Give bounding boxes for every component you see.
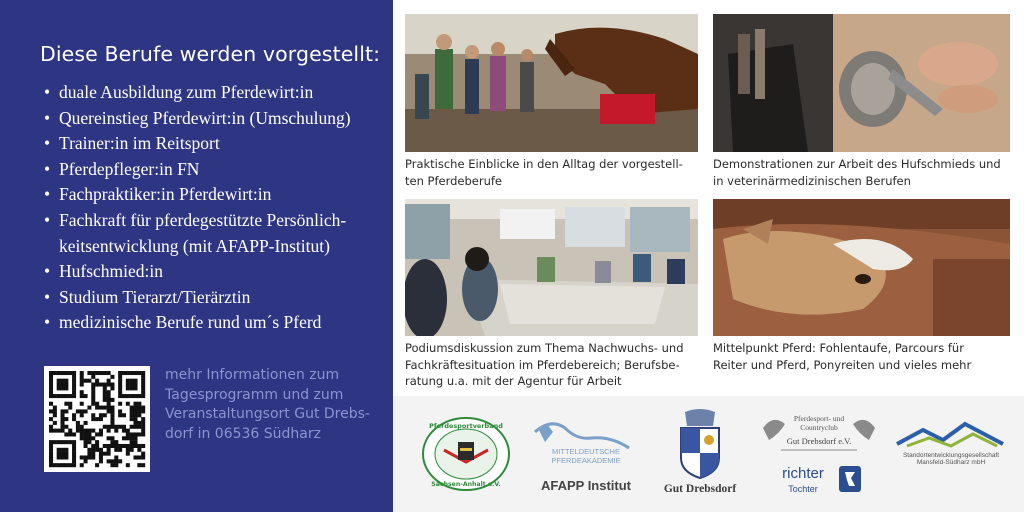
qr-code-icon [44,366,150,472]
logo-text: Tochter [788,484,818,494]
logo-text: Pferdesport- und [793,414,845,423]
caption-photo-3 [405,340,684,390]
caption-line: Fachkräftesituation im Pferdebereich; Berufsbe- [405,357,680,372]
profession-item: • Trainer:in im Reitsport [44,131,351,157]
profession-item: • medizinische Berufe rund um´s Pferd [44,310,351,336]
profession-item: • Pferdepfleger:in FN [44,157,351,183]
profession-item: • Hufschmied:in [44,259,351,285]
logo-text: Sachsen-Anhalt e.V. [431,481,501,488]
logo-text: Pferdesportverband [429,422,503,430]
logo-text: Mansfeld-Südharz mbH [916,459,986,466]
logo-countryclub[interactable] [759,410,879,456]
logo-afapp[interactable] [531,418,641,498]
logo-text: Standortentwicklungsgesellschaft [902,452,1000,459]
logo-text: Countryclub [800,423,838,432]
logo-text: Gut Drebsdorf [663,483,737,495]
profession-item: • duale Ausbildung zum Pferdewirt:in [44,80,351,106]
logo-standort[interactable] [893,418,1011,468]
caption-photo-1 [405,156,683,189]
photo-seminar [405,199,698,336]
logo-gut-drebsdorf[interactable] [655,408,745,500]
more-info-line: Tagesprogramm und zum [165,386,344,403]
professions-list [44,80,351,336]
caption-line: Demonstrationen zur Arbeit des Hufschmieds und [713,157,1001,171]
more-info-line: dorf in 06536 Südharz [165,425,321,442]
profession-item: • Quereinstieg Pferdewirt:in (Umschulung) [44,106,351,132]
caption-line: in veterinärmedizinischen Berufen [713,173,911,188]
profession-item: keitsentwicklung (mit AFAPP-Institut) [59,235,330,256]
left-panel [0,0,393,512]
caption-line: Podiumsdiskussion zum Thema Nachwuchs- und [405,341,684,355]
profession-item: • Fachpraktiker:in Pferdewirt:in [44,182,351,208]
more-info-line: mehr Informationen zum [165,367,340,383]
caption-photo-2 [713,156,1001,189]
logo-text: MITTELDEUTSCHE [552,447,620,456]
logo-text: AFAPP Institut [540,478,632,493]
profession-item: • Studium Tierarzt/Tierärztin [44,285,351,311]
qr-code[interactable] [44,366,150,472]
logo-text: PFERDEAKADEMIE [551,456,621,465]
logo-text: richter [782,465,824,482]
photo-stable-horse [405,14,698,152]
caption-line: Mittelpunkt Pferd: Fohlentaufe, Parcours für [713,341,964,355]
caption-line: ten Pferdeberufe [405,173,503,188]
more-info-line: Veranstaltungsort Gut Drebs- [165,406,370,422]
logo-pferdesportverband[interactable] [421,416,511,492]
caption-photo-4 [713,340,971,373]
professions-heading: Diese Berufe werden vorgestellt: [40,42,381,66]
caption-line: Reiter und Pferd, Ponyreiten und vieles mehr [713,357,972,372]
sponsor-logos [393,396,1024,512]
logo-text: Gut Drebsdorf e.V. [786,436,852,446]
photo-foal [713,199,1010,336]
profession-item: • Fachkraft für pferdegestützte Persönlich- [44,208,351,234]
logo-richter[interactable] [771,462,867,498]
photo-farrier [713,14,1010,152]
more-info-text [165,366,370,444]
caption-line: ratung u.a. mit der Agentur für Arbeit [405,374,622,388]
caption-line: Praktische Einblicke in den Alltag der vorgestell- [405,157,683,171]
